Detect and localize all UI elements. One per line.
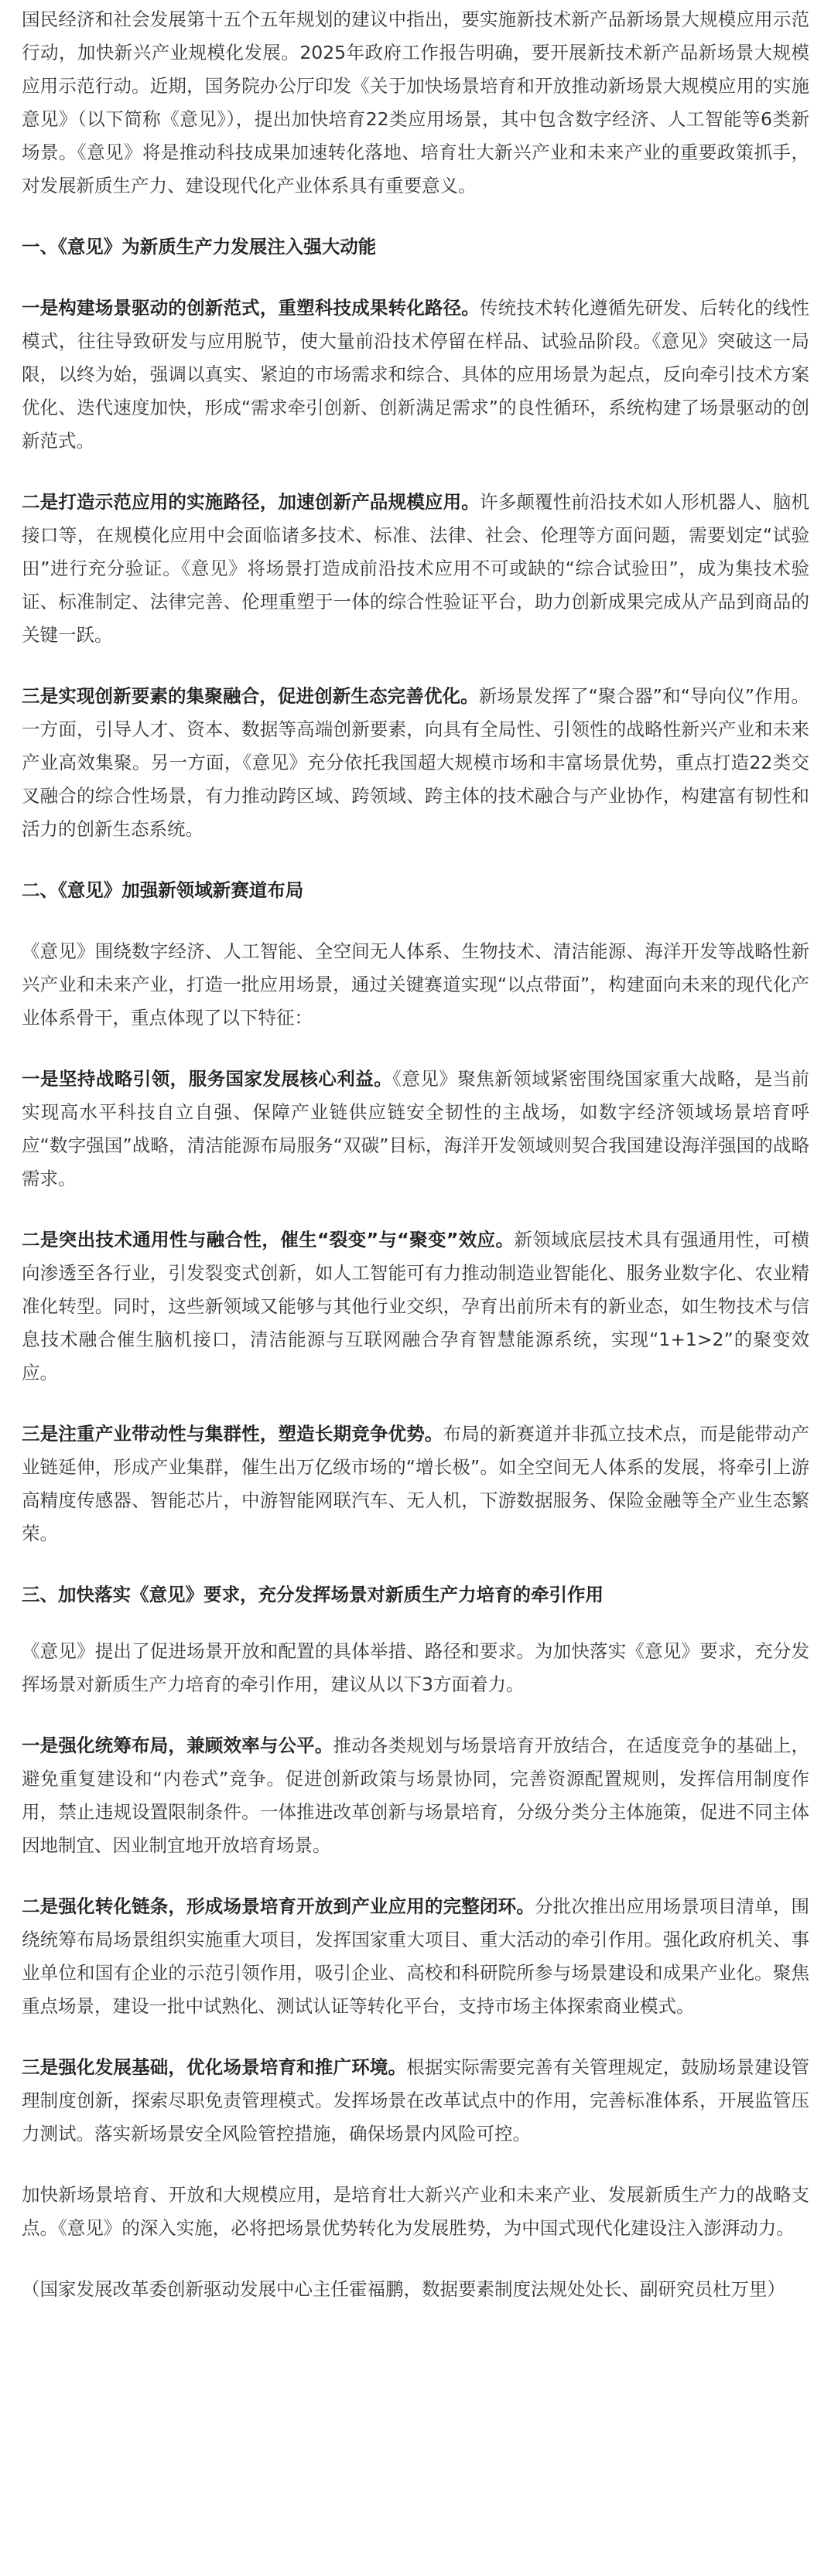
section3-paragraph-1-lead: 一是强化统筹布局，兼顾效率与公平。 (22, 1735, 333, 1756)
section3-paragraph-3 (22, 2051, 809, 2151)
conclusion-paragraph: 加快新场景培育、开放和大规模应用，是培育壮大新兴产业和未来产业、发展新质生产力的战略支点。《意见》的深入实施，必将把场景优势转化为发展胜势，为中国式现代化建设注入澎湃动力。 (22, 2184, 809, 2239)
section1-paragraph-1 (22, 292, 809, 458)
author-source-note: （国家发展改革委创新驱动发展中心主任霍福鹏，数据要素制度法规处处长、副研究员杜万里） (22, 2278, 785, 2300)
section3-paragraph-1-text: 推动各类规划与场景培育开放结合，在适度竞争的基础上，避免重复建设和“内卷式”竞争。促进创新政策与场景协同，完善资源配置规则，发挥信用制度作用，禁止违规设置限制条件。一体推进改革创新与场景培育，分级分类分主体施策，促进不同主体因地制宜、因业制宜地开放培育场景。 (22, 1735, 810, 1856)
section2-paragraph-3-lead: 三是注重产业带动性与集群性，塑造长期竞争优势。 (22, 1423, 443, 1445)
section2-paragraph-1-lead: 一是坚持战略引领，服务国家发展核心利益。 (22, 1068, 393, 1090)
section2-paragraph-3-text: 布局的新赛道并非孤立技术点，而是能带动产业链延伸，形成产业集群，催生出万亿级市场的“增长极”。如全空间无人体系的发展，将牵引上游高精度传感器、智能芯片，中游智能网联汽车、无人机，下游数据服务、保险金融等全产业生态繁荣。 (22, 1423, 810, 1544)
section3-paragraph-1 (22, 1729, 809, 1862)
section-heading-2: 二、《意见》加强新领域新赛道布局 (22, 879, 304, 901)
section3-paragraph-2-text: 分批次推出应用场景项目清单，围绕统筹布局场景组织实施重大项目，发挥国家重大项目、重大活动的牵引作用。强化政府机关、事业单位和国有企业的示范引领作用，吸引企业、高校和科研院所参与场景建设和成果产业化。聚焦重点场景，建设一批中试熟化、测试认证等转化平台，支持市场主体探索商业模式。 (22, 1895, 809, 2017)
intro-paragraph: 国民经济和社会发展第十五个五年规划的建议中指出，要实施新技术新产品新场景大规模应用示范行动，加快新兴产业规模化发展。2025年政府工作报告明确，要开展新技术新产品新场景大规模应用示范行动。近期，国务院办公厅印发《关于加快场景培育和开放推动新场景大规模应用的实施意见》（以下简称《意见》），提出加快培育22类应用场景，其中包含数字经济、人工智能等6类新场景。《意见》将是推动科技成果加速转化落地、培育壮大新兴产业和未来产业的重要政策抓手，对发展新质生产力、建设现代化产业体系具有重要意义。 (22, 9, 809, 196)
section3-paragraph-3-text: 根据实际需要完善有关管理规定，鼓励场景建设管理制度创新，探索尽职免责管理模式。发挥场景在改革试点中的作用，完善标准体系，开展监管压力测试。落实新场景安全风险管控措施，确保场景内风险可控。 (22, 2056, 809, 2144)
section3-paragraph-2 (22, 1890, 809, 2023)
section3-paragraph-2-lead: 二是强化转化链条，形成场景培育开放到产业应用的完整闭环。 (22, 1895, 535, 1917)
section-heading-1: 一、《意见》为新质生产力发展注入强大动能 (22, 236, 377, 258)
section2-paragraph-1-text: 《意见》聚焦新领域紧密围绕国家重大战略，是当前实现高水平科技自立自强、保障产业链供应链安全韧性的主战场，如数字经济领域场景培育呼应“数字强国”战略，清洁能源布局服务“双碳”目标，海洋开发领域则契合我国建设海洋强国的战略需求。 (22, 1068, 810, 1189)
section1-paragraph-3-text: 新场景发挥了“聚合器”和“导向仪”作用。一方面，引导人才、资本、数据等高端创新要素，向具有全局性、引领性的战略性新兴产业和未来产业高效集聚。另一方面，《意见》充分依托我国超大规模市场和丰富场景优势，重点打造22类交叉融合的综合性场景，有力推动跨区域、跨领域、跨主体的技术融合与产业协作，构建富有韧性和活力的创新生态系统。 (22, 685, 809, 840)
section3-intro: 《意见》提出了促进场景开放和配置的具体举措、路径和要求。为加快落实《意见》要求，充分发挥场景对新质生产力培育的牵引作用，建议从以下3方面着力。 (22, 1640, 809, 1695)
section2-paragraph-3 (22, 1418, 809, 1551)
section1-paragraph-2 (22, 486, 809, 652)
section3-paragraph-3-lead: 三是强化发展基础，优化场景培育和推广环境。 (22, 2056, 407, 2078)
section1-paragraph-3 (22, 680, 809, 846)
section2-paragraph-2-lead: 二是突出技术通用性与融合性，催生“裂变”与“聚变”效应。 (22, 1229, 515, 1250)
section1-paragraph-2-text: 许多颠覆性前沿技术如人形机器人、脑机接口等，在规模化应用中会面临诸多技术、标准、法律、社会、伦理等方面问题，需要划定“试验田”进行充分验证。《意见》将场景打造成前沿技术应用不可或缺的“综合试验田”，成为集技术验证、标准制定、法律完善、伦理重塑于一体的综合性验证平台，助力创新成果完成从产品到商品的关键一跃。 (22, 491, 810, 646)
section2-paragraph-1 (22, 1063, 809, 1196)
section1-paragraph-2-lead: 二是打造示范应用的实施路径，加速创新产品规模应用。 (22, 491, 480, 513)
section2-paragraph-2 (22, 1223, 809, 1390)
section-heading-3: 三、加快落实《意见》要求，充分发挥场景对新质生产力培育的牵引作用 (22, 1584, 604, 1605)
section1-paragraph-1-lead: 一是构建场景驱动的创新范式，重塑科技成果转化路径。 (22, 297, 480, 319)
section1-paragraph-1-text: 传统技术转化遵循先研发、后转化的线性模式，往往导致研发与应用脱节，使大量前沿技术停留在样品、试验品阶段。《意见》突破这一局限，以终为始，强调以真实、紧迫的市场需求和综合、具体的应用场景为起点，反向牵引技术方案优化、迭代速度加快，形成“需求牵引创新、创新满足需求”的良性循环，系统构建了场景驱动的创新范式。 (22, 297, 810, 452)
section2-paragraph-2-text: 新领域底层技术具有强通用性，可横向渗透至各行业，引发裂变式创新，如人工智能可有力推动制造业智能化、服务业数字化、农业精准化转型。同时，这些新领域又能够与其他行业交织，孕育出前所未有的新业态，如生物技术与信息技术融合催生脑机接口，清洁能源与互联网融合孕育智慧能源系统，实现“1+1>2”的聚变效应。 (22, 1229, 810, 1384)
section2-intro: 《意见》围绕数字经济、人工智能、全空间无人体系、生物技术、清洁能源、海洋开发等战略性新兴产业和未来产业，打造一批应用场景，通过关键赛道实现“以点带面”，构建面向未来的现代化产业体系骨干，重点体现了以下特征： (22, 940, 809, 1029)
section1-paragraph-3-lead: 三是实现创新要素的集聚融合，促进创新生态完善优化。 (22, 685, 479, 707)
